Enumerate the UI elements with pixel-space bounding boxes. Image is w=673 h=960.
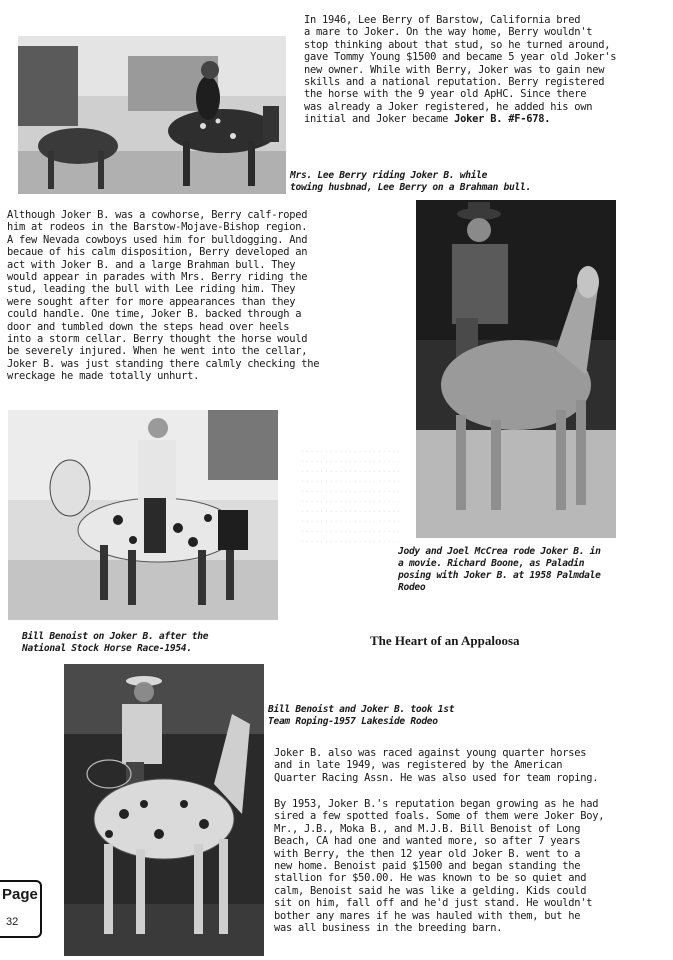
photo-stock-horse-race: [8, 410, 278, 620]
raced-paragraph: Joker B. also was raced against young quarter horses and in late 1949, was registered by the American Quarter Racing Assn. He was also used for team roping.: [274, 747, 599, 784]
caption-mrs-berry: Mrs. Lee Berry riding Joker B. while towing husbnad, Lee Berry on a Brahman bull.: [290, 170, 531, 193]
intro-paragraph: [304, 14, 669, 126]
photo-team-roping: [64, 664, 264, 956]
photo-paladin: [416, 200, 616, 538]
caption-mccrea: Jody and Joel McCrea rode Joker B. in a movie. Richard Boone, as Paladin posing with Joker B. at 1958 Palmdale Rodeo: [398, 546, 601, 593]
registration-number: Joker B. #F-678.: [454, 113, 551, 126]
caption-roping-1957: Bill Benoist and Joker B. took 1st Team Roping-1957 Lakeside Rodeo: [268, 704, 455, 727]
rodeo-paragraph: Although Joker B. was a cowhorse, Berry calf-roped him at rodeos in the Barstow-Mojave-Bishop region. A few Nevada cowboys used him for bulldogging. And becaue of his calm disposition, Berry developed an act with Joker B. and a large Brahman bull. They would appear in parades with Mrs. Berry riding the stud, leading the bull with Lee riding him. They were sought after for more appearances than they could handle. One time, Joker B. backed through a door and tumbled down the steps head over heels into a storm cellar. Berry thought the horse would be severely injured. When he went into the cellar, Joker B. was just standing there calmly checking the wreckage he made totally unhurt.: [7, 209, 320, 383]
bleed-through-text: ..................... ..................... ..................... ..................... ..................... ..................... ..................... ..................... ..................... .....................: [300, 445, 402, 544]
intro-text: In 1946, Lee Berry of Barstow, California bred a mare to Joker. On the way home, Berry wouldn't stop thinking about that stud, so he turned around, gave Tommy Young $1500 and became 5 year old Joker's new owner. While with Berry, Joker was to gain new skills and a national reputation. Berry registered the horse with the 9 year old ApHC. Since there was already a Joker registered, he added his own initial and Joker became: [304, 14, 617, 126]
page-label: Page: [2, 886, 38, 903]
page-number-box: [0, 880, 42, 938]
page-number: 32: [6, 916, 19, 928]
benoist-paragraph: By 1953, Joker B.'s reputation began growing as he had sired a few spotted foals. Some of them were Joker Boy, Mr., J.B., Moka B., and M.J.B. Bill Benoist of Long Beach, CA had one and wanted more, so after 7 years with Berry, the then 12 year old Joker B. went to a new home. Benoist paid $1500 and began standing the stallion for $50.00. He was known to be so quiet and calm, Benoist said he was like a gelding. Kids could sit on him, fall off and he'd just stand. He wouldn't bother any mares if he was hauled with them, but he was all business in the breeding barn.: [274, 798, 605, 935]
article-heading: The Heart of an Appaloosa: [370, 633, 520, 648]
photo-parade: [18, 36, 286, 194]
caption-race-1954: Bill Benoist on Joker B. after the National Stock Horse Race-1954.: [22, 631, 209, 654]
